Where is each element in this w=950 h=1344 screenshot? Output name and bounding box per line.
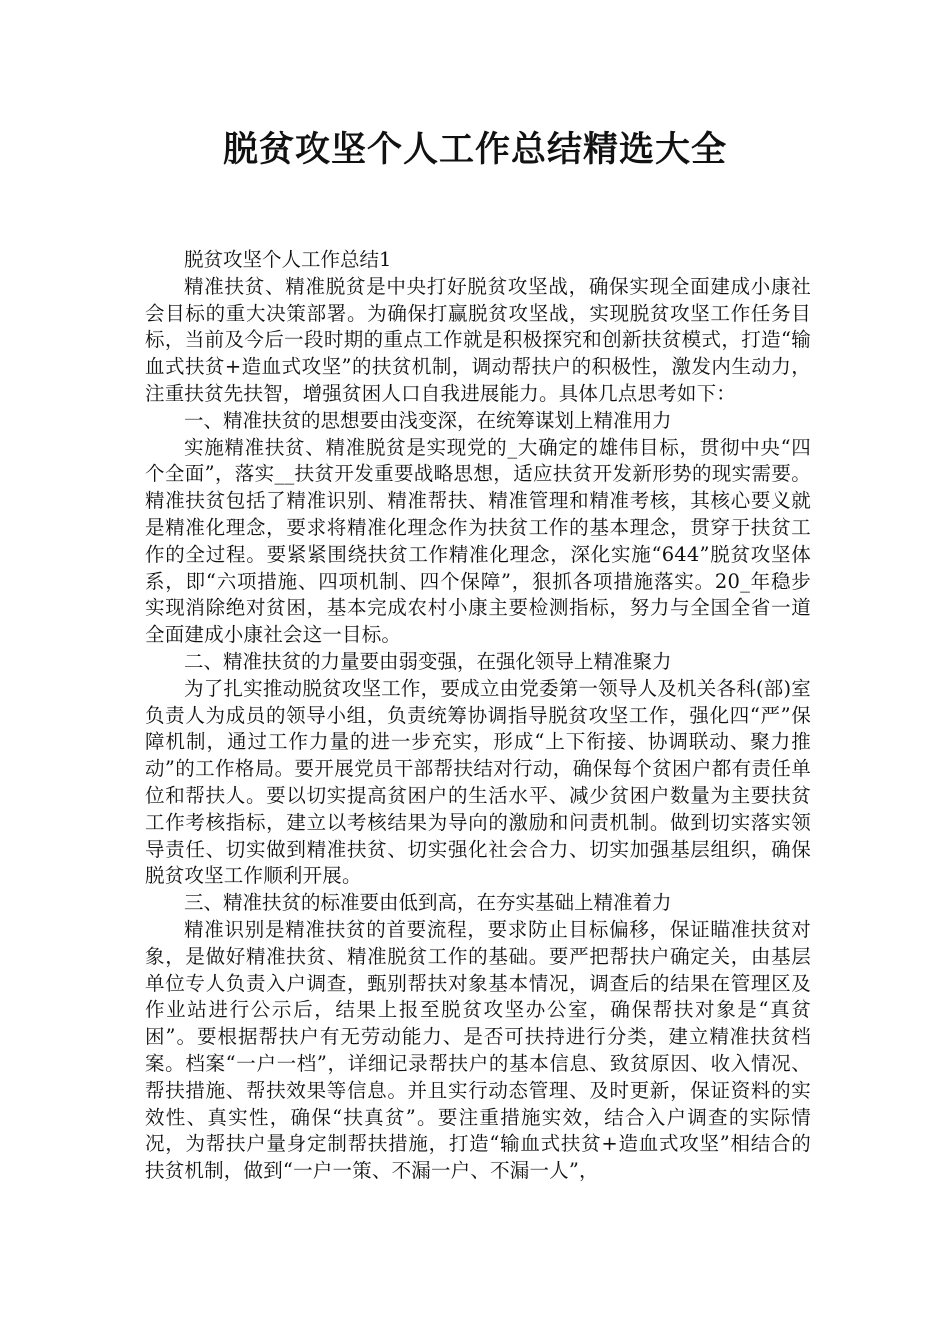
document-title: 脱贫攻坚个人工作总结精选大全 (222, 130, 727, 170)
section-heading-2: 二、精准扶贫的力量要由弱变强，在强化领导上精准聚力 (184, 649, 672, 673)
paragraph-3: 精准识别是精准扶贫的首要流程，要求防止目标偏移，保证瞄准扶贫对象，是做好精准扶贫、精准脱贫工作的基础。要严把帮扶户确定关，由基层单位专人负责入户调查，甄别帮扶对象基本情况，调查后的结果在管理区及作业站进行公示后，结果上报至脱贫攻坚办公室，确保帮扶对象是“真贫困”。要根据帮扶户有无劳动能力、是否可扶持进行分类，建立精准扶贫档案。档案“一户一档”，详细记录帮扶户的基本信息、致贫原因、收入情况、帮扶措施、帮扶效果等信息。并且实行动态管理、及时更新，保证资料的实效性、真实性，确保“扶真贫”。要注重措施实效，结合入户调查的实际情况，为帮扶户量身定制帮扶措施，打造“输血式扶贫+造血式攻坚”相结合的扶贫机制，做到“一户一策、不漏一户、不漏一人”， (145, 917, 811, 1183)
paragraph-2: 为了扎实推动脱贫攻坚工作，要成立由党委第一领导人及机关各科(部)室负责人为成员的领导小组，负责统筹协调指导脱贫攻坚工作，强化四“严”保障机制，通过工作力量的进一步充实，形成“上下衔接、协调联动、聚力推动”的工作格局。要开展党员干部帮扶结对行动，确保每个贫困户都有责任单位和帮扶人。要以切实提高贫困户的生活水平、减少贫困户数量为主要扶贫工作考核指标，建立以考核结果为导向的激励和问责机制。做到切实落实领导责任、切实做到精准扶贫、切实强化社会合力、切实加强基层组织，确保脱贫攻坚工作顺利开展。 (145, 676, 811, 888)
document-body (145, 247, 811, 1185)
paragraph-intro: 精准扶贫、精准脱贫是中央打好脱贫攻坚战，确保实现全面建成小康社会目标的重大决策部署。为确保打赢脱贫攻坚战，实现脱贫攻坚工作任务目标，当前及今后一段时期的重点工作就是积极探究和创新扶贫模式，打造“输血式扶贫+造血式攻坚”的扶贫机制，调动帮扶户的积极性，激发内生动力，注重扶贫先扶智，增强贫困人口自我进展能力。具体几点思考如下： (145, 274, 811, 405)
section-heading-3: 三、精准扶贫的标准要由低到高，在夯实基础上精准着力 (184, 891, 672, 915)
paragraph-1: 实施精准扶贫、精准脱贫是实现党的_大确定的雄伟目标，贯彻中央“四个全面”，落实__扶贫开发重要战略思想，适应扶贫开发新形势的现实需要。精准扶贫包括了精准识别、精准帮扶、精准管理和精准考核，其核心要义就是精准化理念，要求将精准化理念作为扶贫工作的基本理念，贯穿于扶贫工作的全过程。要紧紧围绕扶贫工作精准化理念，深化实施“644”脱贫攻坚体系，即“六项措施、四项机制、四个保障”，狠抓各项措施落实。20_年稳步实现消除绝对贫困，基本完成农村小康主要检测指标，努力与全国全省一道全面建成小康社会这一目标。 (145, 435, 811, 647)
section-subtitle: 脱贫攻坚个人工作总结1 (184, 248, 392, 271)
section-heading-1: 一、精准扶贫的思想要由浅变深，在统筹谋划上精准用力 (184, 408, 672, 432)
